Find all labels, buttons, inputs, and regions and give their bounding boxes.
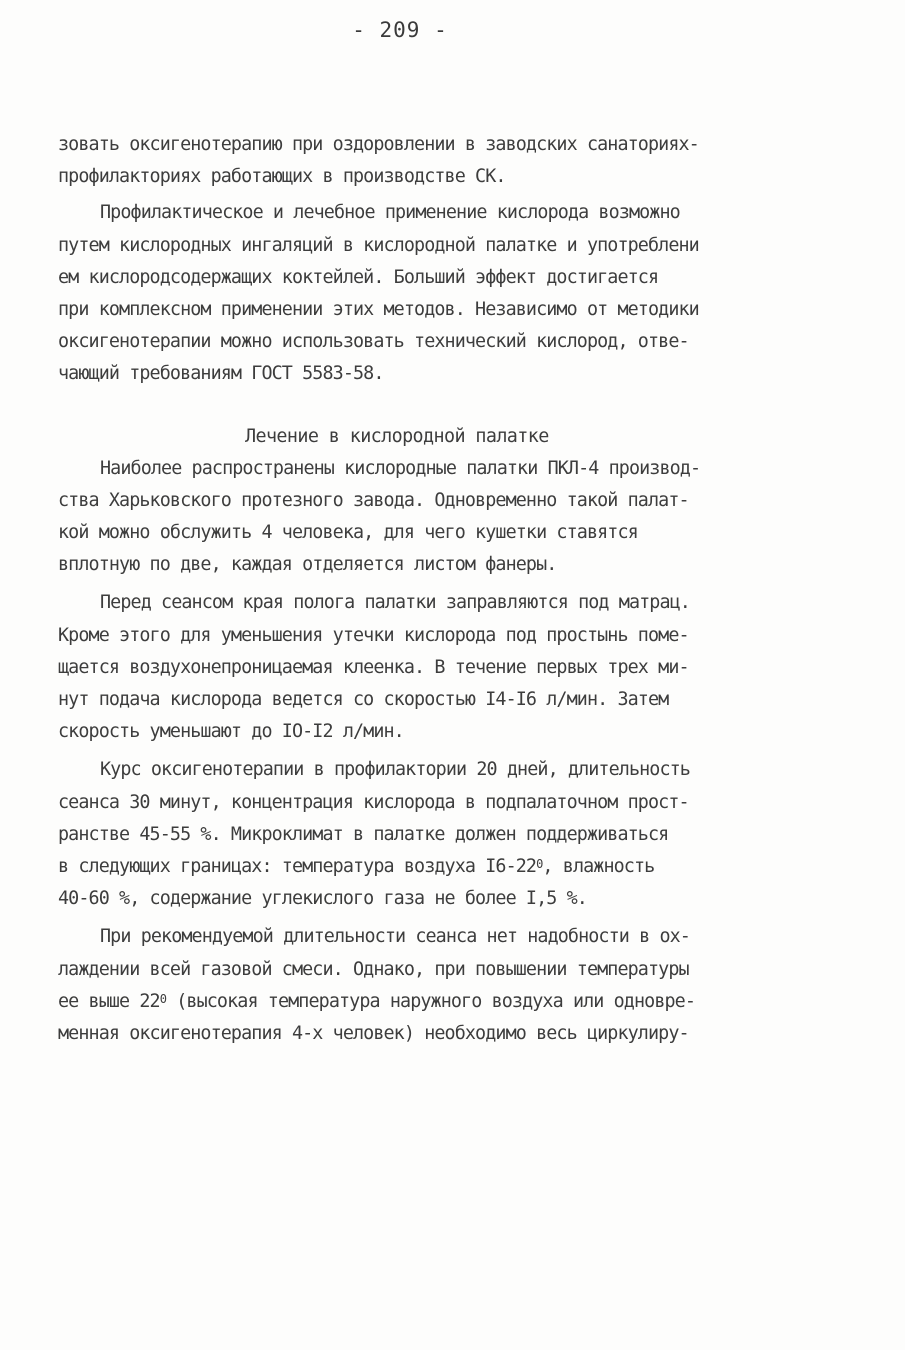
text-fragment: (высокая температура наружного воздуха или одновре- <box>166 990 696 1012</box>
text-line <box>58 851 858 883</box>
text-line: щается воздухонепроницаемая клеенка. В течение первых трех ми- <box>58 656 689 678</box>
text-line: При рекомендуемой длительности сеанса нет надобности в ох- <box>100 926 690 948</box>
text-line: кой можно обслужить 4 человека, для чего кушетки ставятся <box>58 522 638 544</box>
text-line: скорость уменьшают до IO-I2 л/мин. <box>58 721 404 743</box>
text-line: Перед сеансом края полога палатки заправляются под матрац. <box>100 592 690 614</box>
section-heading: Лечение в кислородной палатке <box>245 425 549 447</box>
text-fragment: ее выше 22 <box>58 990 160 1012</box>
text-line: лаждении всей газовой смеси. Однако, при повышении температуры <box>58 958 689 980</box>
text-line: зовать оксигенотерапию при оздоровлении в заводских санаториях- <box>58 134 699 155</box>
text-line: ем кислородсодержащих коктейлей. Больший эффект достигается <box>58 266 659 288</box>
section-gap <box>58 391 858 421</box>
degree-superscript: 0 <box>536 856 543 871</box>
page-body <box>58 129 858 1050</box>
text-line: Кроме этого для уменьшения утечки кислорода под простынь поме- <box>58 624 689 646</box>
text-line: Профилактическое и лечебное применение кислорода возможно <box>100 202 680 224</box>
text-line: оксигенотерапии можно использовать технический кислород, отве- <box>58 331 689 353</box>
text-line: ранстве 45-55 %. Микроклимат в палатке должен поддерживаться <box>58 823 669 845</box>
degree-superscript: 0 <box>159 991 167 1006</box>
text-fragment: , влажность <box>542 855 655 877</box>
text-line: 40-60 %, содержание углекислого газа не более I,5 %. <box>58 888 587 910</box>
text-line: вплотную по две, каждая отделяется листом фанеры. <box>58 554 557 576</box>
text-fragment: в следующих границах: температура воздуха I6-22 <box>58 855 537 877</box>
text-line: менная оксигенотерапия 4-х человек) необходимо весь циркулиру- <box>58 1022 689 1044</box>
page-number: - 209 - <box>352 18 448 42</box>
text-line: чающий требованиям ГОСТ 5583-58. <box>58 363 384 385</box>
text-line: нут подача кислорода ведется со скоростью I4-I6 л/мин. Затем <box>58 689 669 710</box>
text-line: сеанса 30 минут, концентрация кислорода в подпалаточном прост- <box>58 791 689 813</box>
text-line: профилакториях работающих в производстве СК. <box>58 166 506 188</box>
text-line <box>58 986 858 1018</box>
text-line: Наиболее распространены кислородные палатки ПКЛ-4 производ- <box>100 457 701 479</box>
text-line: путем кислородных ингаляций в кислородной палатке и употреблени <box>58 234 699 256</box>
text-line: при комплексном применении этих методов. Независимо от методики <box>58 298 699 320</box>
text-line: Курс оксигенотерапии в профилактории 20 дней, длительность <box>100 759 690 781</box>
text-line: ства Харьковского протезного завода. Одновременно такой палат- <box>58 489 689 511</box>
